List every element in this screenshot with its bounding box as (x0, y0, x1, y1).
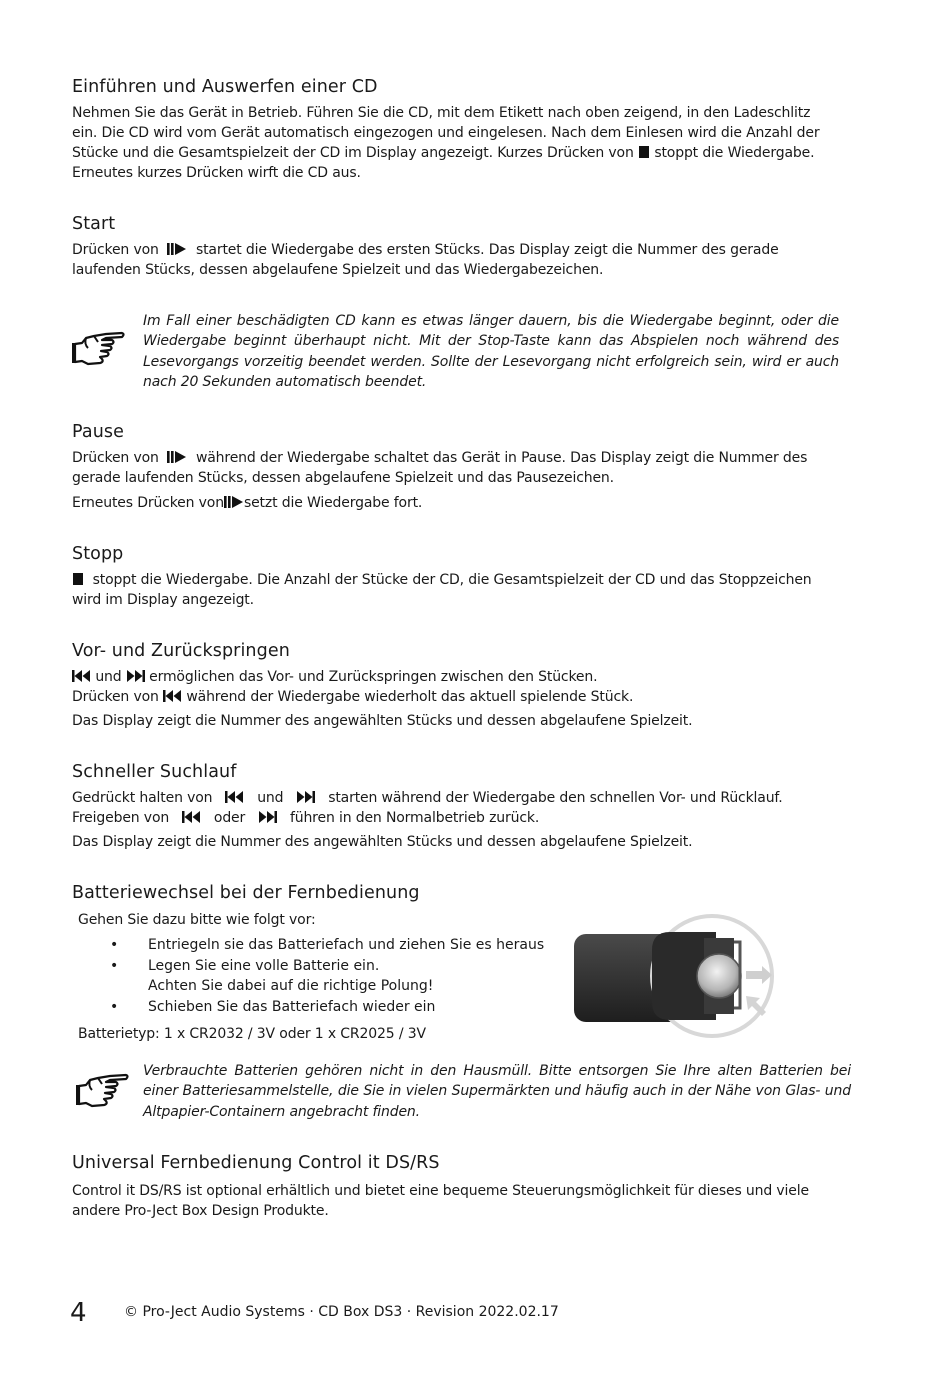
next-icon (258, 809, 277, 829)
list-item: • Legen Sie eine volle Batterie ein. (110, 957, 380, 974)
stop-icon (72, 571, 84, 591)
heading-stopp: Stopp (72, 544, 124, 564)
cd-line-1: Nehmen Sie das Gerät in Betrieb. Führen Sie die CD, mit dem Etikett nach oben zeigend, in den Ladeschlitz (72, 105, 811, 121)
start-line-1: Drücken von startet die Wiedergabe des ersten Stücks. Das Display zeigt die Nummer des gerade (72, 240, 839, 261)
heading-search: Schneller Suchlauf (72, 762, 237, 782)
battery-type: Batterietyp: 1 x CR2032 / 3V oder 1 x CR2025 / 3V (78, 1026, 426, 1042)
battery-note: Verbrauchte Batterien gehören nicht in den Hausmüll. Bitte entsorgen Sie Ihre alten Batterien bei einer Batteriesammelstelle, die Sie in vielen Supermärkten und häufig auch in der Nähe von Glas- und Altpapier-Containern angebracht finden. (143, 1063, 851, 1120)
previous-icon (163, 688, 182, 708)
remote-battery-image (574, 908, 774, 1052)
universal-line-1: Control it DS/RS ist optional erhältlich und bietet eine bequeme Steuerungsmöglichkeit für dieses und viele (72, 1183, 809, 1199)
heading-skip: Vor- und Zurückspringen (72, 641, 290, 661)
skip-line-1: und ermöglichen das Vor- und Zurückspringen zwischen den Stücken. (72, 667, 839, 688)
list-item: • Entriegeln sie das Batteriefach und ziehen Sie es heraus (110, 937, 545, 953)
pointing-hand-icon (76, 1072, 130, 1116)
heading-universal: Universal Fernbedienung Control it DS/RS (72, 1153, 440, 1173)
start-note: Im Fall einer beschädigten CD kann es etwas länger dauern, bis die Wiedergabe beginnt, oder die Wiedergabe beginnt überhaupt nicht. Mit der Stop-Taste kann das Abspielen noch während des Lesevorgangs vorzeitig beendet werden. Sollte der Lesevorgang nicht erfolgreich sein, wird er auch nach 20 Sekunden automatisch beendet. (143, 313, 839, 390)
search-line-2: Freigeben von oder führen in den Normalbetrieb zurück. (72, 808, 839, 829)
heading-pause: Pause (72, 422, 124, 442)
list-item: Achten Sie dabei auf die richtige Polung! (148, 978, 434, 994)
previous-icon (72, 668, 91, 688)
skip-line-3: Das Display zeigt die Nummer des angewählten Stücks und dessen abgelaufene Spielzeit. (72, 713, 693, 729)
search-line-3: Das Display zeigt die Nummer des angewählten Stücks und dessen abgelaufene Spielzeit. (72, 834, 693, 850)
skip-line-2: Drücken von während der Wiedergabe wiederholt das aktuell spielende Stück. (72, 687, 839, 708)
stop-icon (638, 144, 650, 164)
footer-text: © Pro-Ject Audio Systems · CD Box DS3 · Revision 2022.02.17 (124, 1304, 559, 1320)
cd-line-3: Stücke und die Gesamtspielzeit der CD im Display angezeigt. Kurzes Drücken von stoppt die Wiedergabe. (72, 143, 839, 164)
search-line-1: Gedrückt halten von und starten während der Wiedergabe den schnellen Vor- und Rücklauf. (72, 788, 839, 809)
heading-cd: Einführen und Auswerfen einer CD (72, 77, 378, 97)
cd-line-2: ein. Die CD wird vom Gerät automatisch eingezogen und eingelesen. Nach dem Einlesen wird die Anzahl der (72, 125, 820, 141)
stopp-line-2: wird im Display angezeigt. (72, 592, 254, 608)
battery-intro: Gehen Sie dazu bitte wie folgt vor: (78, 912, 316, 928)
next-icon (126, 668, 145, 688)
play-pause-icon (167, 241, 187, 261)
play-pause-icon (167, 449, 187, 469)
previous-icon (225, 789, 244, 809)
list-item: • Schieben Sie das Batteriefach wieder ein (110, 998, 436, 1015)
play-pause-icon (224, 494, 244, 514)
previous-icon (182, 809, 201, 829)
cd-line-4: Erneutes kurzes Drücken wirft die CD aus. (72, 165, 361, 181)
pause-line-3: Erneutes Drücken von setzt die Wiedergabe fort. (72, 493, 839, 514)
battery-steps (110, 935, 544, 1017)
pause-line-2: gerade laufenden Stücks, dessen abgelaufene Spielzeit und das Pausezeichen. (72, 470, 614, 486)
stopp-line-1: stoppt die Wiedergabe. Die Anzahl der Stücke der CD, die Gesamtspielzeit der CD und das Stoppzeichen (72, 570, 839, 591)
universal-line-2: andere Pro-Ject Box Design Produkte. (72, 1203, 329, 1219)
start-line-2: laufenden Stücks, dessen abgelaufene Spielzeit und das Wiedergabezeichen. (72, 262, 604, 278)
pointing-hand-icon (72, 330, 126, 374)
next-icon (296, 789, 315, 809)
heading-start: Start (72, 214, 116, 234)
pause-line-1: Drücken von während der Wiedergabe schaltet das Gerät in Pause. Das Display zeigt die Nummer des (72, 448, 839, 469)
heading-battery: Batteriewechsel bei der Fernbedienung (72, 883, 420, 903)
page-number: 4 (70, 1298, 87, 1328)
